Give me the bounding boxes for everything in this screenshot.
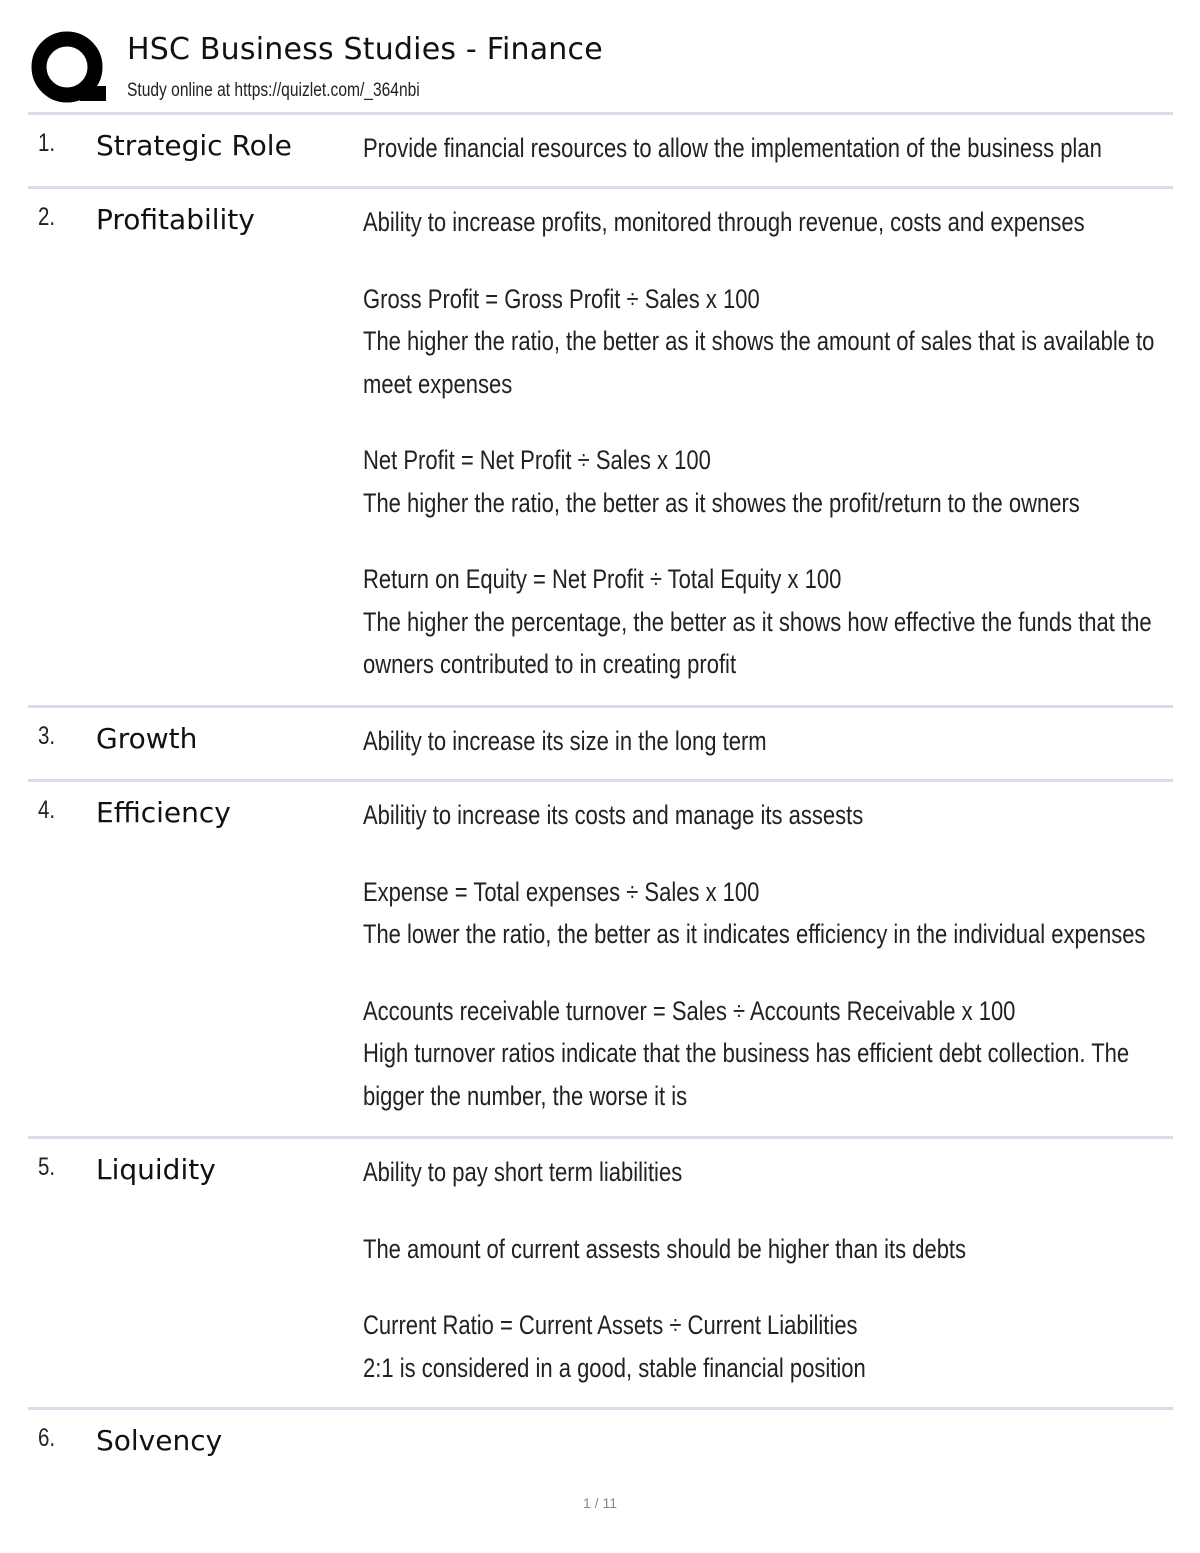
definition-line: Ability to increase profits, monitored through revenue, costs and expenses bbox=[363, 207, 1085, 237]
card-term: Growth bbox=[96, 722, 198, 755]
definition-line: 2:1 is considered in a good, stable financial position bbox=[363, 1352, 866, 1383]
card-number: 1. bbox=[38, 129, 56, 157]
card-row bbox=[28, 1407, 1173, 1467]
card-term: Strategic Role bbox=[96, 129, 292, 162]
definition-line: Expense = Total expenses ÷ Sales x 100 bbox=[363, 876, 760, 907]
card-definition bbox=[363, 1151, 1162, 1389]
definition-line: The lower the ratio, the better as it indicates efficiency in the individual expenses bbox=[363, 919, 1146, 949]
definition-line: Abilitiy to increase its costs and manage its assests bbox=[363, 800, 864, 830]
definition-line: Net Profit = Net Profit ÷ Sales x 100 bbox=[363, 445, 711, 475]
card-number: 6. bbox=[38, 1424, 56, 1452]
page-header bbox=[30, 28, 1172, 112]
definition-line: Current Ratio = Current Assets ÷ Current Liabilities bbox=[363, 1310, 858, 1340]
definition-line: Provide financial resources to allow the implementation of the business plan bbox=[363, 133, 1102, 163]
card-term: Solvency bbox=[96, 1424, 223, 1457]
card-row bbox=[28, 1136, 1173, 1407]
page-title: HSC Business Studies - Finance bbox=[127, 32, 603, 67]
card-definition bbox=[363, 720, 1162, 763]
page-number: 1 / 11 bbox=[583, 1495, 617, 1511]
card-term: Liquidity bbox=[96, 1153, 216, 1186]
definition-line: The higher the ratio, the better as it shows the amount of sales that is available to bbox=[363, 326, 1155, 356]
definition-line: Return on Equity = Net Profit ÷ Total Equity x 100 bbox=[363, 564, 842, 594]
definition-line: Ability to pay short term liabilities bbox=[363, 1157, 683, 1187]
definition-line: Gross Profit = Gross Profit ÷ Sales x 100 bbox=[363, 283, 760, 314]
definition-line: meet expenses bbox=[363, 368, 513, 399]
definition-line: The higher the ratio, the better as it showes the profit/return to the owners bbox=[363, 487, 1080, 518]
definition-line: Accounts receivable turnover = Sales ÷ Accounts Receivable x 100 bbox=[363, 995, 1016, 1026]
definition-line: The higher the percentage, the better as it shows how effective the funds that the bbox=[363, 606, 1152, 637]
definition-line: bigger the number, the worse it is bbox=[363, 1080, 688, 1111]
card-definition bbox=[363, 201, 1162, 686]
definition-line: The amount of current assests should be higher than its debts bbox=[363, 1233, 967, 1264]
definition-line: Ability to increase its size in the long term bbox=[363, 726, 767, 756]
card-number: 5. bbox=[38, 1153, 56, 1181]
card-definition bbox=[363, 127, 1162, 170]
card-row bbox=[28, 705, 1173, 779]
card-row bbox=[28, 779, 1173, 1136]
flashcard-list bbox=[28, 112, 1173, 1467]
study-online-link-text: Study online at https://quizlet.com/_364nbi bbox=[127, 80, 420, 101]
definition-line: owners contributed to in creating profit bbox=[363, 649, 737, 679]
card-number: 3. bbox=[38, 722, 56, 750]
card-definition bbox=[363, 794, 1162, 1117]
quizlet-logo-icon bbox=[30, 30, 108, 108]
card-row bbox=[28, 112, 1173, 186]
card-number: 4. bbox=[38, 796, 56, 824]
card-number: 2. bbox=[38, 203, 56, 231]
definition-line: High turnover ratios indicate that the business has efficient debt collection. The bbox=[363, 1038, 1130, 1068]
card-term: Profitability bbox=[96, 203, 255, 236]
card-row bbox=[28, 186, 1173, 705]
card-term: Efficiency bbox=[96, 796, 231, 829]
